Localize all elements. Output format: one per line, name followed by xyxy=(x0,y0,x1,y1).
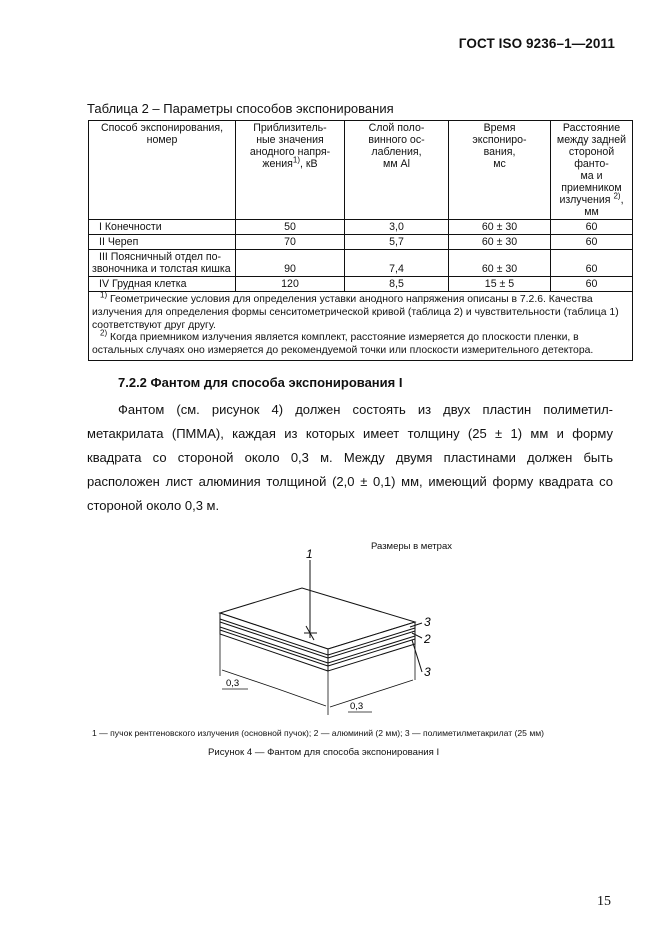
dim-left-line xyxy=(278,689,326,706)
cell-distance: 60 xyxy=(551,235,633,250)
cell-voltage: 120 xyxy=(236,277,345,292)
footnote-1: $^{1)}$ Геометрические условия для определения уставки анодного напряжения описаны в 7.2.6. Качества излучения для определения формы сенситометрической кривой (таблица 2) и чувствительности (таблица 1) соответствуют друг другу. xyxy=(92,290,619,331)
cell-time: 60 ± 30 xyxy=(449,235,551,250)
cell-hvl: 7,4 xyxy=(345,250,449,277)
header-distance: Расстояние между задней стороной фанто- ма и приемником излучения $^{2)}$, мм xyxy=(551,121,633,220)
table-header-row xyxy=(89,121,633,220)
label-2: 2 xyxy=(424,632,431,646)
figure-legend: 1 — пучок рентгеновского излучения (основной пучок); 2 — алюминий (2 мм); 3 — полиметилметакрилат (25 мм) xyxy=(92,728,545,738)
cell-time: 60 ± 30 xyxy=(449,250,551,277)
section-title: 7.2.2 Фантом для способа экспонирования I xyxy=(118,375,403,390)
leader-line xyxy=(412,640,422,672)
header-voltage: Приблизитель- ные значения анодного напря- жения$^{1)}$, кВ xyxy=(236,121,345,220)
label-1: 1 xyxy=(306,547,313,561)
cell-distance: 60 xyxy=(551,220,633,235)
cell-method: III Поясничный отдел по- звоночника и толстая кишка xyxy=(89,250,236,277)
cell-hvl: 3,0 xyxy=(345,220,449,235)
table-row xyxy=(89,277,633,292)
table-notes xyxy=(89,292,633,361)
dim-left-label: 0,3 xyxy=(226,678,240,689)
header-time: Время экспониро- вания, мс xyxy=(449,121,551,220)
cell-voltage: 90 xyxy=(236,250,345,277)
parameters-table xyxy=(88,120,633,361)
cell-voltage: 70 xyxy=(236,235,345,250)
header-hvl: Слой поло- винного ос- лабления, мм Al xyxy=(345,121,449,220)
label-3-bottom: 3 xyxy=(424,665,431,679)
table-caption: Таблица 2 – Параметры способов экспонирования xyxy=(87,101,394,116)
footnote-2: $^{2)}$ Когда приемником излучения является комплект, расстояние измеряется до плоскости пленки, в остальных случаях оно измеряется до рекомендуемой точки или плоскости измерительного детектора. xyxy=(92,328,594,357)
cell-method: IV Грудная клетка xyxy=(89,277,236,292)
dim-bottom-label: 0,3 xyxy=(350,701,364,712)
cell-method: II Череп xyxy=(89,235,236,250)
label-3-top: 3 xyxy=(424,615,431,629)
cell-distance: 60 xyxy=(551,250,633,277)
document-header: ГОСТ ISO 9236–1—2011 xyxy=(458,36,615,51)
section-paragraph: Фантом (см. рисунок 4) должен состоять из двух пластин полиметил- метакрилата (ПММА), каждая из которых имеет толщину (25 ± 1) мм и форму квадрата со стороной около 0,3 м. Между двумя пластинами должен быть расположен лист алюминия толщиной (2,0 ± 0,1) мм, имеющий форму квадрата со стороной около 0,3 м. xyxy=(87,402,613,513)
figure-caption: Рисунок 4 — Фантом для способа экспонирования I xyxy=(208,747,440,758)
cell-hvl: 8,5 xyxy=(345,277,449,292)
cell-method: I Конечности xyxy=(89,220,236,235)
dim-bottom-line xyxy=(330,680,413,707)
cell-time: 60 ± 30 xyxy=(449,220,551,235)
table-row xyxy=(89,235,633,250)
table-row xyxy=(89,220,633,235)
page-number: 15 xyxy=(597,894,611,909)
phantom-figure xyxy=(200,530,480,725)
cell-voltage: 50 xyxy=(236,220,345,235)
table-notes-row xyxy=(89,292,633,361)
cell-time: 15 ± 5 xyxy=(449,277,551,292)
header-method: Способ экспонирования, номер xyxy=(89,121,236,220)
cell-hvl: 5,7 xyxy=(345,235,449,250)
figure-units-note: Размеры в метрах xyxy=(371,541,452,552)
table-row xyxy=(89,250,633,277)
cell-distance: 60 xyxy=(551,277,633,292)
